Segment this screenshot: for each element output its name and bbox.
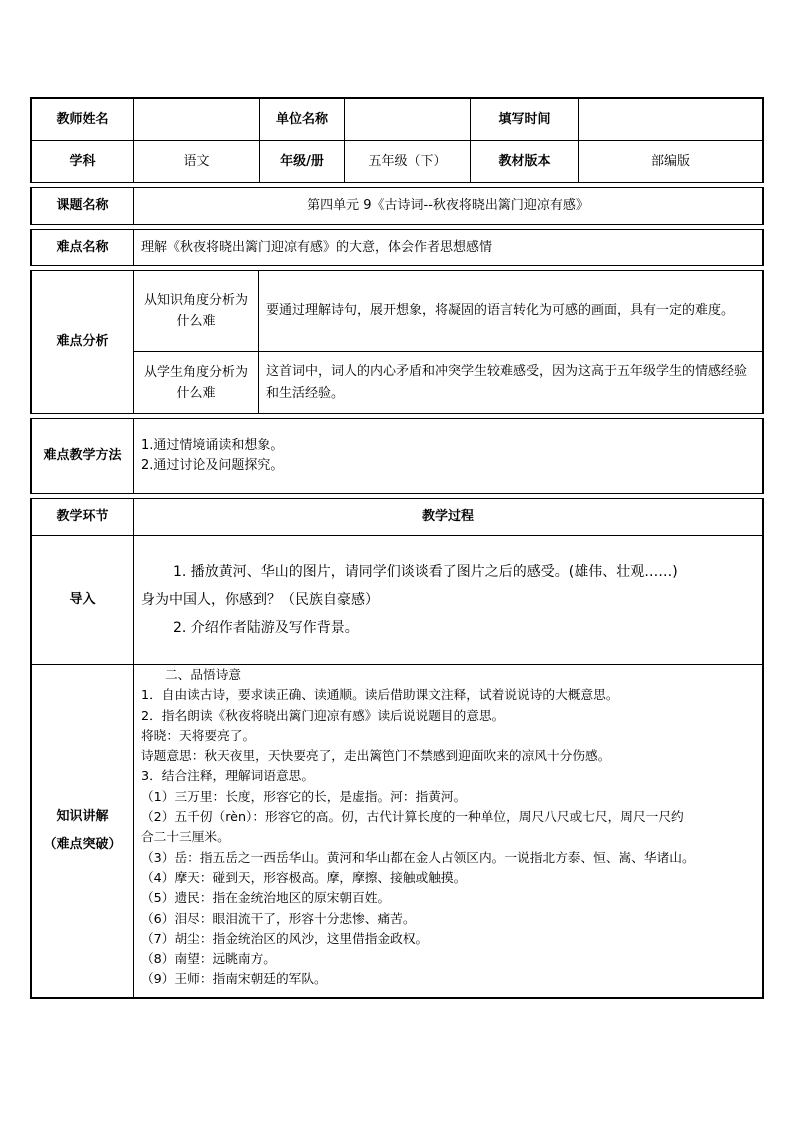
fill-time-label: 填写时间: [471, 99, 579, 140]
intro-label: 导入: [32, 536, 134, 664]
intro-line-3: 2. 介绍作者陆游及写作背景。: [173, 620, 359, 636]
method-label: 难点教学方法: [32, 419, 134, 493]
knowledge-row: [30, 665, 764, 999]
student-analysis-label: 从学生角度分析为什么难: [134, 352, 259, 413]
knowledge-line: （7）胡尘：指金统治区的风沙，这里借指金政权。: [141, 930, 429, 946]
analysis-label: 难点分析: [32, 271, 134, 413]
teacher-name-label: 教师姓名: [32, 99, 134, 140]
student-analysis-row: [134, 352, 762, 413]
teacher-name-value: [134, 99, 260, 140]
stage-header: 教学环节: [32, 499, 134, 535]
knowledge-analysis-text: 要通过理解诗句，展开想象，将凝固的语言转化为可感的画面，具有一定的难度。: [266, 303, 735, 318]
fill-time-value: [579, 99, 762, 140]
unit-name-value: [345, 99, 471, 140]
intro-row: [30, 536, 764, 665]
process-header: 教学过程: [421, 509, 474, 524]
topic-row: [30, 187, 764, 225]
edition-value: 部编版: [650, 153, 690, 169]
knowledge-line: （6）泪尽：眼泪流干了，形容十分悲惨、痛苦。: [141, 910, 416, 926]
grade-label: 年级/册: [260, 141, 345, 182]
process-header-row: [30, 498, 764, 536]
analysis-detail: [134, 271, 762, 413]
knowledge-line: （2）五千仞（rèn）：形容它的高。仞，古代计算长度的一种单位，周尺八尺或七尺，周尺一尺约: [141, 809, 684, 825]
knowledge-label: 知识讲解: [56, 809, 109, 824]
grade-value: 五年级（下）: [345, 141, 471, 182]
intro-line-1: 1. 播放黄河、华山的图片，请同学们谈谈看了图片之后的感受。(雄伟、壮观……): [173, 564, 678, 580]
knowledge-line: （5）遗民：指在金统治地区的原宋朝百姓。: [141, 890, 391, 906]
knowledge-line: 合二十三厘米。: [141, 829, 230, 845]
knowledge-label-cell: [32, 665, 134, 997]
topic-value: 第四单元 9《古诗词--秋夜将晓出篱门迎凉有感》: [307, 198, 589, 213]
knowledge-content: [134, 665, 762, 997]
subject-value: 语文: [134, 141, 260, 182]
intro-content: [134, 536, 762, 664]
student-analysis-text: 这首词中，词人的内心矛盾和冲突学生较难感受，因为这高于五年级学生的情感经验和生活经验。: [266, 363, 748, 401]
knowledge-sublabel: （难点突破）: [43, 837, 122, 852]
difficulty-label: 难点名称: [32, 230, 134, 265]
knowledge-line: 1．自由读古诗，要求读正确、读通顺。读后借助课文注释，试着说说诗的大概意思。: [141, 687, 619, 703]
info-row: [30, 141, 764, 183]
knowledge-line: （1）三万里：长度，形容它的长，是虚指。河：指黄河。: [141, 788, 467, 804]
topic-label: 课题名称: [32, 188, 134, 224]
knowledge-line: （9）王师：指南宋朝廷的军队。: [141, 971, 327, 987]
analysis-row: [30, 270, 764, 414]
knowledge-line: （4）摩天：碰到天，形容极高。摩，摩擦、接触或触摸。: [141, 869, 467, 885]
method-line-1: 1.通过情境诵读和想象。: [141, 438, 284, 453]
method-line-2: 2.通过讨论及问题探究。: [141, 458, 284, 473]
knowledge-analysis-label: 从知识角度分析为什么难: [134, 271, 259, 351]
knowledge-line: 3．结合注释，理解词语意思。: [141, 768, 315, 784]
difficulty-value: 理解《秋夜将晓出篱门迎凉有感》的大意，体会作者思想感情: [141, 239, 493, 255]
subject-label: 学科: [32, 141, 134, 182]
difficulty-row: [30, 229, 764, 266]
knowledge-line: 二、品悟诗意: [165, 667, 242, 682]
knowledge-line: 将晓：天将要亮了。: [141, 727, 256, 743]
method-row: [30, 418, 764, 494]
unit-name-label: 单位名称: [260, 99, 345, 140]
edition-label: 教材版本: [471, 141, 579, 182]
knowledge-line: （3）岳：指五岳之一西岳华山。黄河和华山都在金人占领区内。一说指北方泰、恒、嵩、华诸山。: [141, 849, 695, 865]
knowledge-line: 诗题意思：秋天夜里，天快要亮了，走出篱笆门不禁感到迎面吹来的凉风十分伤感。: [141, 748, 611, 764]
knowledge-analysis-row: [134, 271, 762, 352]
lesson-plan-table: [30, 97, 764, 999]
header-row: [30, 97, 764, 141]
knowledge-line: （8）南望：远眺南方。: [141, 951, 276, 967]
method-value: [134, 419, 762, 493]
knowledge-line: 2．指名朗读《秋夜将晓出篱门迎凉有感》读后说说题目的意思。: [141, 707, 505, 723]
intro-line-2: 身为中国人，你感到？（民族自豪感）: [141, 592, 379, 608]
